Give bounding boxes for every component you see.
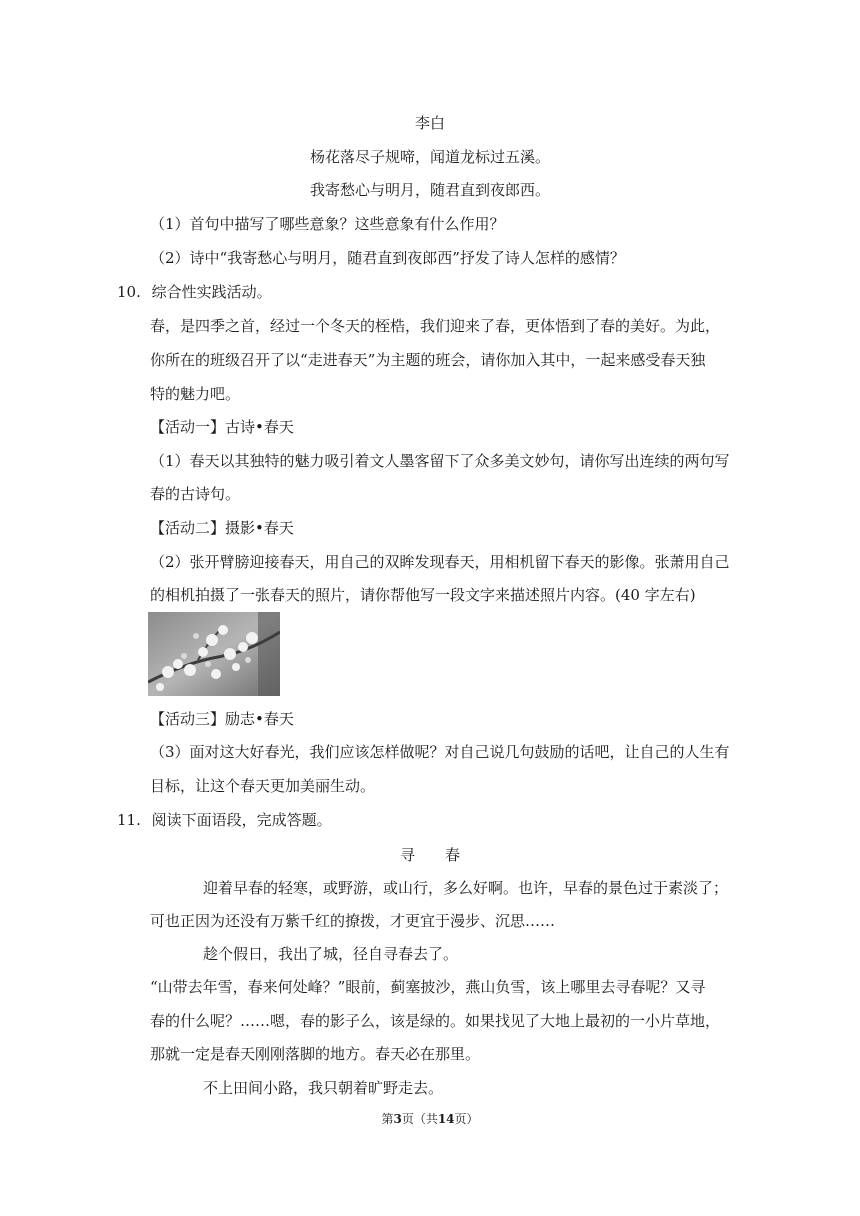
activity-1-question-line-1: （1）春天以其独特的魅力吸引着文人墨客留下了众多美文妙句，请你写出连续的两句写 (150, 452, 730, 470)
passage-paragraph-1-line-2: 可也正因为还没有万紫千红的撩拨，才更宜于漫步、沉思…… (150, 912, 556, 930)
activity-3-question-line-1: （3）面对这大好春光，我们应该怎样做呢？对自己说几句鼓励的话吧，让自己的人生有 (150, 743, 730, 761)
q9-subquestion-2: （2）诗中“我寄愁心与明月，随君直到夜郎西”抒发了诗人怎样的感情？ (150, 249, 625, 267)
activity-2-question-line-2: 的相机拍摄了一张春天的照片，请你帮他写一段文字来描述照片内容。(40 字左右) (150, 586, 696, 604)
poem-author: 李白 (414, 114, 445, 132)
poem-line-2: 我寄愁心与明月，随君直到夜郎西。 (309, 181, 550, 199)
q11-title: 阅读下面语段，完成答题。 (151, 811, 332, 829)
q10-intro-line-2: 你所在的班级召开了以“走进春天”为主题的班会，请你加入其中，一起来感受春天独 (150, 351, 706, 369)
passage-paragraph-3-line-1: “山带去年雪，春来何处峰？”眼前，蓟塞披沙，燕山负雪，该上哪里去寻春呢？又寻 (150, 978, 706, 996)
activity-1-heading: 【活动一】古诗•春天 (150, 418, 294, 436)
q10-intro-line-3: 特的魅力吧。 (150, 385, 241, 403)
activity-2-question-line-1: （2）张开臂膀迎接春天，用自己的双眸发现春天，用相机留下春天的影像。张萧用自己 (150, 553, 730, 571)
passage-title: 寻 春 (399, 846, 460, 864)
q10-title: 综合性实践活动。 (151, 283, 272, 301)
activity-3-heading: 【活动三】励志•春天 (150, 710, 294, 728)
page-footer (0, 1111, 860, 1127)
spring-blossom-photo (148, 612, 280, 696)
passage-paragraph-1-line-1: 迎着早春的轻寒，或野游，或山行，多么好啊。也许，早春的景色过于素淡了； (203, 879, 729, 897)
poem-line-1: 杨花落尽子规啼，闻道龙标过五溪。 (309, 148, 550, 166)
footer-prefix: 第 (381, 1112, 394, 1126)
passage-paragraph-4: 不上田间小路，我只朝着旷野走去。 (203, 1079, 444, 1097)
q9-subquestion-1: （1）首句中描写了哪些意象？这些意象有什么作用？ (150, 215, 505, 233)
q10-intro-line-1: 春，是四季之首，经过一个冬天的桎梏，我们迎来了春，更体悟到了春的美好。为此， (150, 317, 721, 335)
footer-page-number: 3 (393, 1112, 402, 1126)
footer-total-pages: 14 (437, 1112, 455, 1126)
footer-middle: 页（共 (401, 1112, 438, 1126)
q10-number: 10. (117, 283, 141, 301)
blossom-image (148, 612, 280, 696)
passage-paragraph-3-line-2: 春的什么呢？……嗯，春的影子么，该是绿的。如果找见了大地上最初的一小片草地， (150, 1012, 721, 1030)
q10-heading (117, 282, 272, 302)
activity-3-question-line-2: 目标，让这个春天更加美丽生动。 (150, 777, 376, 795)
activity-1-question-line-2: 春的古诗句。 (150, 485, 241, 503)
q11-heading (117, 810, 332, 830)
passage-paragraph-3-line-3: 那就一定是春天刚刚落脚的地方。春天必在那里。 (150, 1045, 481, 1063)
footer-suffix: 页） (454, 1112, 479, 1126)
q11-number: 11. (117, 811, 141, 829)
passage-paragraph-2: 趁个假日，我出了城，径自寻春去了。 (203, 945, 459, 963)
activity-2-heading: 【活动二】摄影•春天 (150, 519, 294, 537)
